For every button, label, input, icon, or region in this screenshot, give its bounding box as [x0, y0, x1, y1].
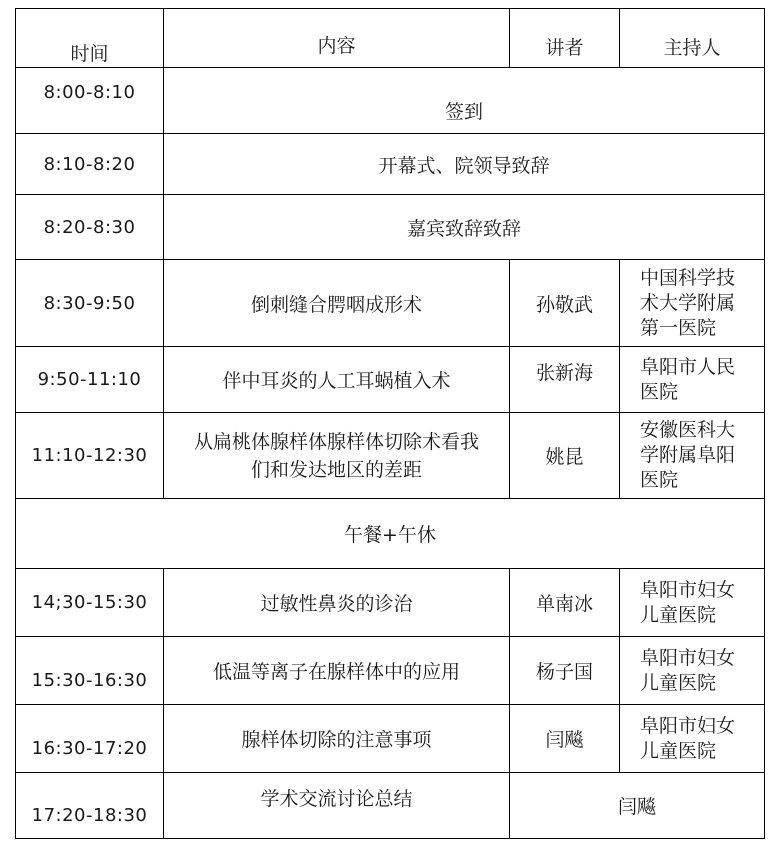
speaker-cell: 姚昆	[510, 413, 620, 499]
speaker-cell: 杨子国	[510, 637, 620, 705]
host-cell: 阜阳市妇女 儿童医院	[620, 705, 765, 773]
table-row	[16, 499, 765, 569]
speaker-cell: 孙敬武	[510, 260, 620, 347]
table-row	[16, 569, 765, 637]
content-cell: 倒刺缝合腭咽成形术	[164, 260, 510, 347]
schedule-table	[15, 8, 765, 839]
speaker-cell: 闫飚	[510, 705, 620, 773]
header-row	[16, 9, 765, 68]
host-cell: 阜阳市妇女 儿童医院	[620, 569, 765, 637]
time-cell: 11:10-12:30	[16, 413, 164, 499]
break-cell: 午餐+午休	[16, 499, 765, 569]
table-row	[16, 705, 765, 773]
time-cell: 16:30-17:20	[16, 705, 164, 773]
header-host: 主持人	[620, 9, 765, 68]
host-cell: 安徽医科大 学附属阜阳 医院	[620, 413, 765, 499]
header-speaker: 讲者	[510, 9, 620, 68]
table-row	[16, 68, 765, 134]
table-row	[16, 134, 765, 195]
content-cell: 签到	[164, 68, 765, 134]
content-cell: 过敏性鼻炎的诊治	[164, 569, 510, 637]
time-cell: 14;30-15:30	[16, 569, 164, 637]
content-cell: 伴中耳炎的人工耳蜗植入术	[164, 347, 510, 413]
host-cell: 阜阳市人民 医院	[620, 347, 765, 413]
time-cell: 8:30-9:50	[16, 260, 164, 347]
content-cell: 腺样体切除的注意事项	[164, 705, 510, 773]
time-cell: 17:20-18:30	[16, 773, 164, 839]
table-row	[16, 347, 765, 413]
time-cell: 15:30-16:30	[16, 637, 164, 705]
header-content: 内容	[164, 9, 510, 68]
table-row	[16, 413, 765, 499]
speaker-cell: 张新海	[510, 347, 620, 413]
table-row	[16, 195, 765, 260]
header-time: 时间	[16, 9, 164, 68]
time-cell: 8:20-8:30	[16, 195, 164, 260]
table-row	[16, 260, 765, 347]
time-cell: 9:50-11:10	[16, 347, 164, 413]
content-cell: 学术交流讨论总结	[164, 773, 510, 839]
table-row	[16, 773, 765, 839]
content-cell: 低温等离子在腺样体中的应用	[164, 637, 510, 705]
content-cell: 从扁桃体腺样体腺样体切除术看我 们和发达地区的差距	[164, 413, 510, 499]
host-cell: 阜阳市妇女 儿童医院	[620, 637, 765, 705]
time-cell: 8:10-8:20	[16, 134, 164, 195]
host-cell: 中国科学技 术大学附属 第一医院	[620, 260, 765, 347]
speaker-cell: 单南冰	[510, 569, 620, 637]
content-cell: 开幕式、院领导致辞	[164, 134, 765, 195]
host-cell: 闫飚	[510, 773, 765, 839]
time-cell: 8:00-8:10	[16, 68, 164, 134]
content-cell: 嘉宾致辞致辞	[164, 195, 765, 260]
table-row	[16, 637, 765, 705]
